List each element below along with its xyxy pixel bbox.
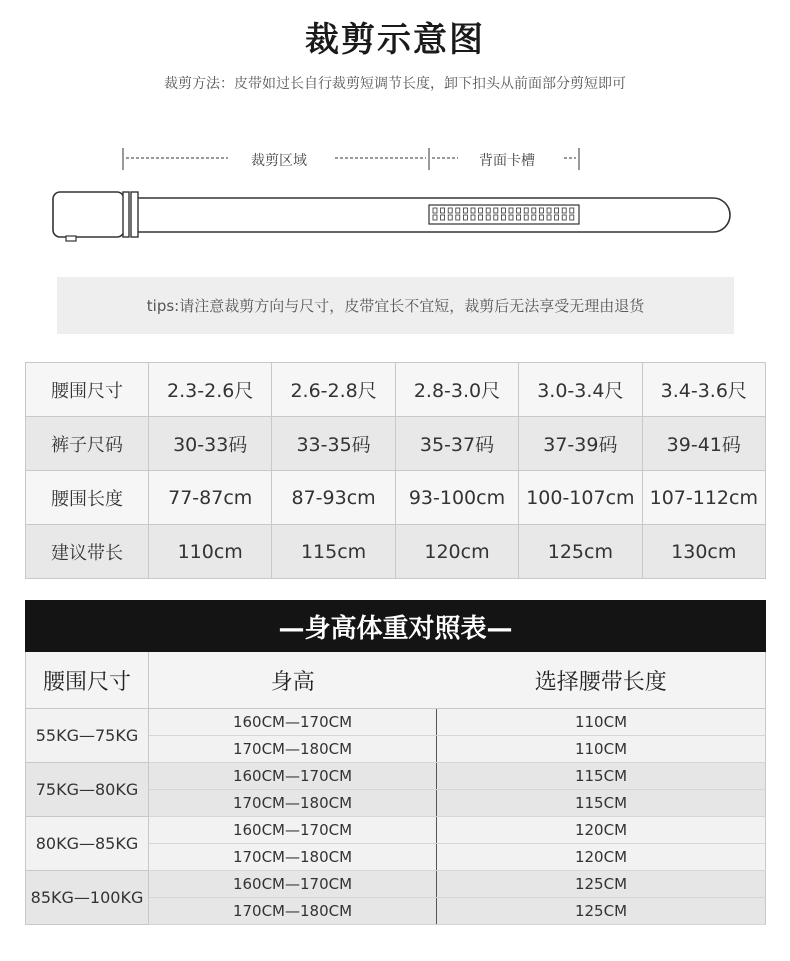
- table-cell: 110cm: [149, 525, 272, 579]
- table-row: [26, 709, 766, 736]
- table-row: [26, 471, 766, 525]
- table-cell: 3.0-3.4尺: [519, 363, 642, 417]
- table-cell: 2.3-2.6尺: [149, 363, 272, 417]
- belt-diagram: [0, 0, 790, 260]
- buckle-bar: [131, 192, 138, 237]
- height-weight-title: —身高体重对照表—: [25, 600, 766, 652]
- tips-text: tips:请注意裁剪方向与尺寸，皮带宜长不宜短，裁剪后无法享受无理由退货: [146, 297, 645, 315]
- header-height: 身高: [149, 652, 437, 709]
- height-range: 160CM—170CM: [149, 817, 437, 844]
- table-header-row: [26, 652, 766, 709]
- table-cell: 39-41码: [642, 417, 765, 471]
- table-cell: 35-37码: [395, 417, 518, 471]
- table-cell: 33-35码: [272, 417, 395, 471]
- table-cell: 107-112cm: [642, 471, 765, 525]
- table-row: [26, 417, 766, 471]
- table-cell: 120cm: [395, 525, 518, 579]
- belt-length: 110CM: [437, 709, 766, 736]
- table-cell: 100-107cm: [519, 471, 642, 525]
- table-cell: 2.8-3.0尺: [395, 363, 518, 417]
- buckle-tab: [66, 236, 76, 241]
- table-row: [26, 363, 766, 417]
- height-weight-table: [25, 652, 766, 925]
- weight-range: 75KG—80KG: [26, 763, 149, 817]
- height-range: 160CM—170CM: [149, 709, 437, 736]
- table-cell: 3.4-3.6尺: [642, 363, 765, 417]
- table-cell: 87-93cm: [272, 471, 395, 525]
- table-cell: 125cm: [519, 525, 642, 579]
- belt-length: 115CM: [437, 790, 766, 817]
- cut-area-label: 裁剪区域: [251, 150, 307, 170]
- row-label: 腰围长度: [26, 471, 149, 525]
- table-cell: 77-87cm: [149, 471, 272, 525]
- belt-length: 125CM: [437, 871, 766, 898]
- belt-length: 110CM: [437, 736, 766, 763]
- tips-banner: [57, 277, 734, 334]
- weight-range: 85KG—100KG: [26, 871, 149, 925]
- table-cell: 2.6-2.8尺: [272, 363, 395, 417]
- page-title: 裁剪示意图: [305, 20, 485, 60]
- table-cell: 130cm: [642, 525, 765, 579]
- table-row: [26, 763, 766, 790]
- table-cell: 37-39码: [519, 417, 642, 471]
- table-cell: 30-33码: [149, 417, 272, 471]
- table-row: [26, 525, 766, 579]
- belt-length: 120CM: [437, 817, 766, 844]
- table-cell: 115cm: [272, 525, 395, 579]
- cutting-instructions: 裁剪方法：皮带如过长自行裁剪短调节长度，卸下扣头从前面部分剪短即可: [164, 76, 626, 92]
- height-range: 170CM—180CM: [149, 844, 437, 871]
- height-range: 170CM—180CM: [149, 790, 437, 817]
- belt-length: 125CM: [437, 898, 766, 925]
- height-range: 160CM—170CM: [149, 763, 437, 790]
- weight-range: 55KG—75KG: [26, 709, 149, 763]
- row-label: 腰围尺寸: [26, 363, 149, 417]
- belt-length: 120CM: [437, 844, 766, 871]
- table-row: [26, 817, 766, 844]
- weight-range: 80KG—85KG: [26, 817, 149, 871]
- header-belt-length: 选择腰带长度: [437, 652, 766, 709]
- back-slot-label: 背面卡槽: [479, 150, 535, 170]
- belt-length: 115CM: [437, 763, 766, 790]
- size-table: [25, 362, 766, 579]
- header-waist: 腰围尺寸: [26, 652, 149, 709]
- height-range: 170CM—180CM: [149, 898, 437, 925]
- table-row: [26, 871, 766, 898]
- row-label: 建议带长: [26, 525, 149, 579]
- row-label: 裤子尺码: [26, 417, 149, 471]
- height-range: 160CM—170CM: [149, 871, 437, 898]
- buckle-bar: [123, 192, 129, 237]
- height-range: 170CM—180CM: [149, 736, 437, 763]
- table-cell: 93-100cm: [395, 471, 518, 525]
- belt-buckle: [53, 192, 124, 237]
